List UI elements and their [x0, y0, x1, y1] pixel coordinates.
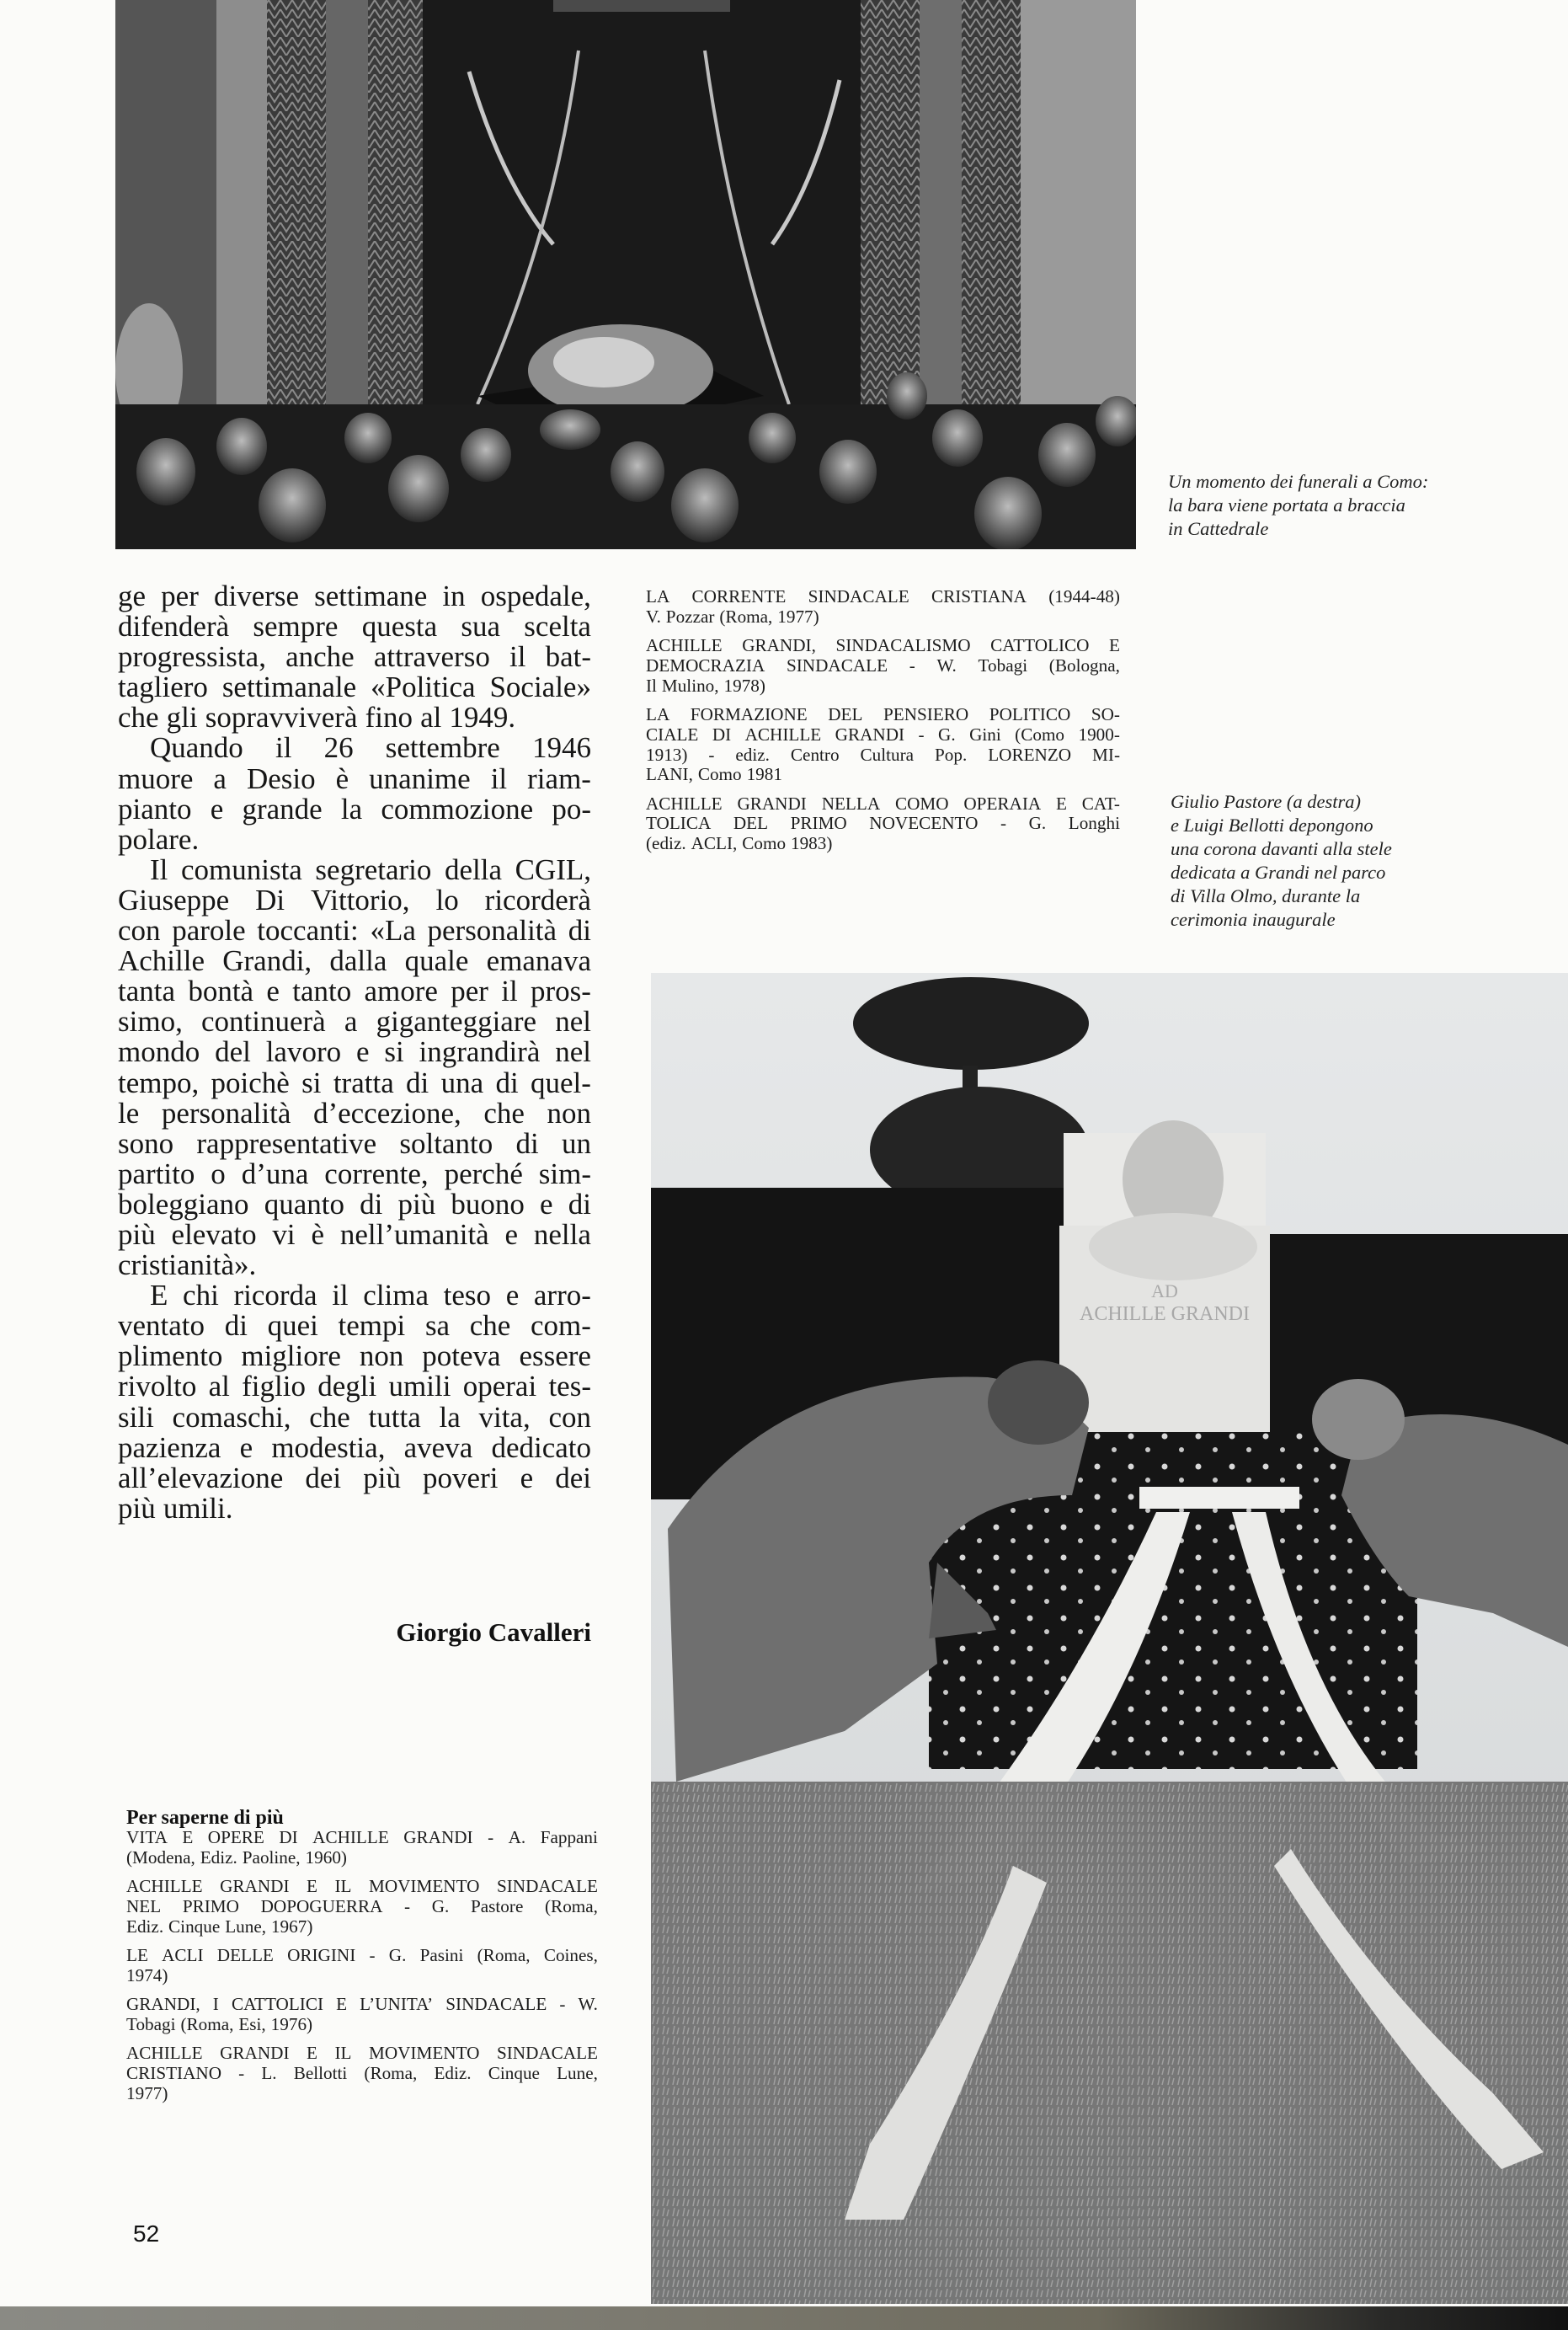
- text-line: più umili.: [118, 1491, 233, 1525]
- funeral-photo: [115, 0, 1136, 549]
- bibliography-line: ACHILLE GRANDI E IL MOVIMENTO SINDACALE: [126, 1876, 598, 1897]
- text-line: E chi ricorda il clima teso e arro-: [150, 1279, 591, 1312]
- stele-photo: [651, 973, 1568, 2304]
- stele-inscription-line: AD: [1151, 1280, 1178, 1301]
- caption-line: e Luigi Bellotti depongono: [1171, 815, 1373, 836]
- bibliography-line: Ediz. Cinque Lune, 1967): [126, 1916, 313, 1937]
- text-line: sili comaschi, che tutta la vita, con: [118, 1400, 591, 1434]
- bibliography-line: ACHILLE GRANDI, SINDACALISMO CATTOLICO E: [646, 635, 1120, 656]
- bibliography-line: VITA E OPERE DI ACHILLE GRANDI - A. Fappani: [126, 1827, 598, 1847]
- bibliography-line: LA FORMAZIONE DEL PENSIERO POLITICO SO-: [646, 703, 1120, 724]
- bibliography-line: (Modena, Ediz. Paoline, 1960): [126, 1846, 347, 1868]
- bibliography-line: V. Pozzar (Roma, 1977): [646, 606, 819, 627]
- page-number: 52: [133, 2220, 160, 2247]
- text-line: difenderà sempre questa sua scelta: [118, 610, 591, 644]
- caption-line: la bara viene portata a braccia: [1168, 494, 1405, 516]
- text-line: le personalità d’eccezione, che non: [118, 1096, 591, 1130]
- bibliography-line: CIALE DI ACHILLE GRANDI - G. Gini (Como 1900-: [646, 724, 1120, 745]
- text-line: più elevato vi è nell’umanità e nella: [118, 1217, 591, 1251]
- bibliography-title: Per saperne di più: [126, 1807, 284, 1829]
- text-line: boleggiano quanto di più buono e di: [118, 1187, 591, 1221]
- text-line: ge per diverse settimane in ospedale,: [118, 580, 591, 612]
- bibliography-line: LANI, Como 1981: [646, 764, 782, 785]
- stele-photo-drawing: [651, 973, 1568, 2304]
- text-line: tagliero settimanale «Politica Sociale»: [118, 671, 591, 704]
- text-line: ventato di quei tempi sa che com-: [118, 1309, 591, 1343]
- text-line: sono rappresentative soltanto di un: [118, 1126, 591, 1160]
- text-line: plimento migliore non poteva essere: [118, 1339, 591, 1373]
- stele-photo-caption: [1171, 790, 1392, 932]
- scan-edge-strip: [0, 2306, 1568, 2330]
- caption-line: cerimonia inaugurale: [1171, 909, 1336, 930]
- caption-line: una corona davanti alla stele: [1171, 838, 1392, 859]
- text-line: tanta bontà e tanto amore per il pros-: [118, 975, 591, 1008]
- text-line: simo, continuerà a giganteggiare nel: [118, 1005, 591, 1039]
- bibliography-entry: [646, 636, 1120, 696]
- text-line: muore a Desio è unanime il riam-: [118, 762, 591, 795]
- caption-line: in Cattedrale: [1168, 518, 1269, 539]
- funeral-photo-caption: [1168, 470, 1428, 541]
- bibliography-line: ACHILLE GRANDI NELLA COMO OPERAIA E CAT-: [646, 793, 1120, 814]
- text-line: polare.: [118, 822, 200, 856]
- bibliography-line: GRANDI, I CATTOLICI E L’UNITA’ SINDACALE - W.: [126, 1994, 598, 2015]
- bibliography-line: LE ACLI DELLE ORIGINI - G. Pasini (Roma, Coines,: [126, 1944, 598, 1965]
- bibliography-line: 1974): [126, 1964, 168, 1985]
- bibliography-entry: [646, 587, 1120, 628]
- caption-line: dedicata a Grandi nel parco: [1171, 862, 1386, 883]
- bibliography-line: LA CORRENTE SINDACALE CRISTIANA (1944-48): [646, 586, 1120, 607]
- bibliography-line: Tobagi (Roma, Esi, 1976): [126, 2013, 313, 2034]
- bibliography-line: TOLICA DEL PRIMO NOVECENTO - G. Longhi: [646, 813, 1120, 834]
- bibliography-line: Il Mulino, 1978): [646, 675, 765, 696]
- text-line: Il comunista segretario della CGIL,: [150, 852, 591, 886]
- text-line: pazienza e modestia, aveva dedicato: [118, 1430, 591, 1464]
- text-line: pianto e grande la commozione po-: [118, 792, 591, 826]
- text-line: Giuseppe Di Vittorio, lo ricorderà: [118, 883, 591, 917]
- bibliography-entry: [126, 1828, 598, 1868]
- text-line: mondo del lavoro e si ingrandirà nel: [118, 1035, 591, 1069]
- text-line: partito o d’una corrente, perché sim-: [118, 1157, 591, 1190]
- bibliography-entry: [126, 1946, 598, 1986]
- text-line: cristianità».: [118, 1248, 257, 1282]
- bibliography-line: ACHILLE GRANDI E IL MOVIMENTO SINDACALE: [126, 2043, 598, 2064]
- bibliography-line: 1977): [126, 2082, 168, 2103]
- text-line: tempo, poichè si tratta di una di quel-: [118, 1066, 591, 1099]
- bibliography-line: (ediz. ACLI, Como 1983): [646, 833, 833, 854]
- bibliography-line: 1913) - ediz. Centro Cultura Pop. LORENZO MI-: [646, 744, 1120, 765]
- text-line: rivolto al figlio degli umili operai tes-: [118, 1370, 591, 1403]
- bibliography-line: CRISTIANO - L. Bellotti (Roma, Ediz. Cinque Lune,: [126, 2062, 598, 2083]
- text-line: con parole toccanti: «La personalità di: [118, 914, 591, 948]
- bibliography-list: [126, 1828, 598, 2113]
- bibliography-entry: [126, 1877, 598, 1937]
- bibliography-entry: [646, 794, 1120, 854]
- bibliography-continued: [646, 587, 1120, 863]
- caption-line: Un momento dei funerali a Como:: [1168, 471, 1429, 492]
- text-line: Quando il 26 settembre 1946: [150, 731, 591, 765]
- text-line: all’elevazione dei più poveri e dei: [118, 1461, 591, 1494]
- article-author: Giorgio Cavalleri: [396, 1617, 591, 1647]
- bibliography-entry: [126, 2044, 598, 2103]
- caption-line: di Villa Olmo, durante la: [1171, 885, 1361, 906]
- bibliography-entry: [646, 705, 1120, 785]
- caption-line: Giulio Pastore (a destra): [1171, 791, 1362, 812]
- bibliography-line: NEL PRIMO DOPOGUERRA - G. Pastore (Roma,: [126, 1895, 598, 1916]
- stele-inscription-line: ACHILLE GRANDI: [1080, 1303, 1250, 1325]
- article-body: [118, 581, 591, 1524]
- bibliography-line: DEMOCRAZIA SINDACALE - W. Tobagi (Bologna,: [646, 655, 1120, 676]
- bibliography-entry: [126, 1995, 598, 2035]
- text-line: progressista, anche attraverso il bat-: [118, 640, 591, 674]
- funeral-photo-drawing: [115, 0, 1136, 549]
- text-line: che gli sopravviverà fino al 1949.: [118, 701, 516, 735]
- text-line: Achille Grandi, dalla quale emanava: [118, 944, 591, 978]
